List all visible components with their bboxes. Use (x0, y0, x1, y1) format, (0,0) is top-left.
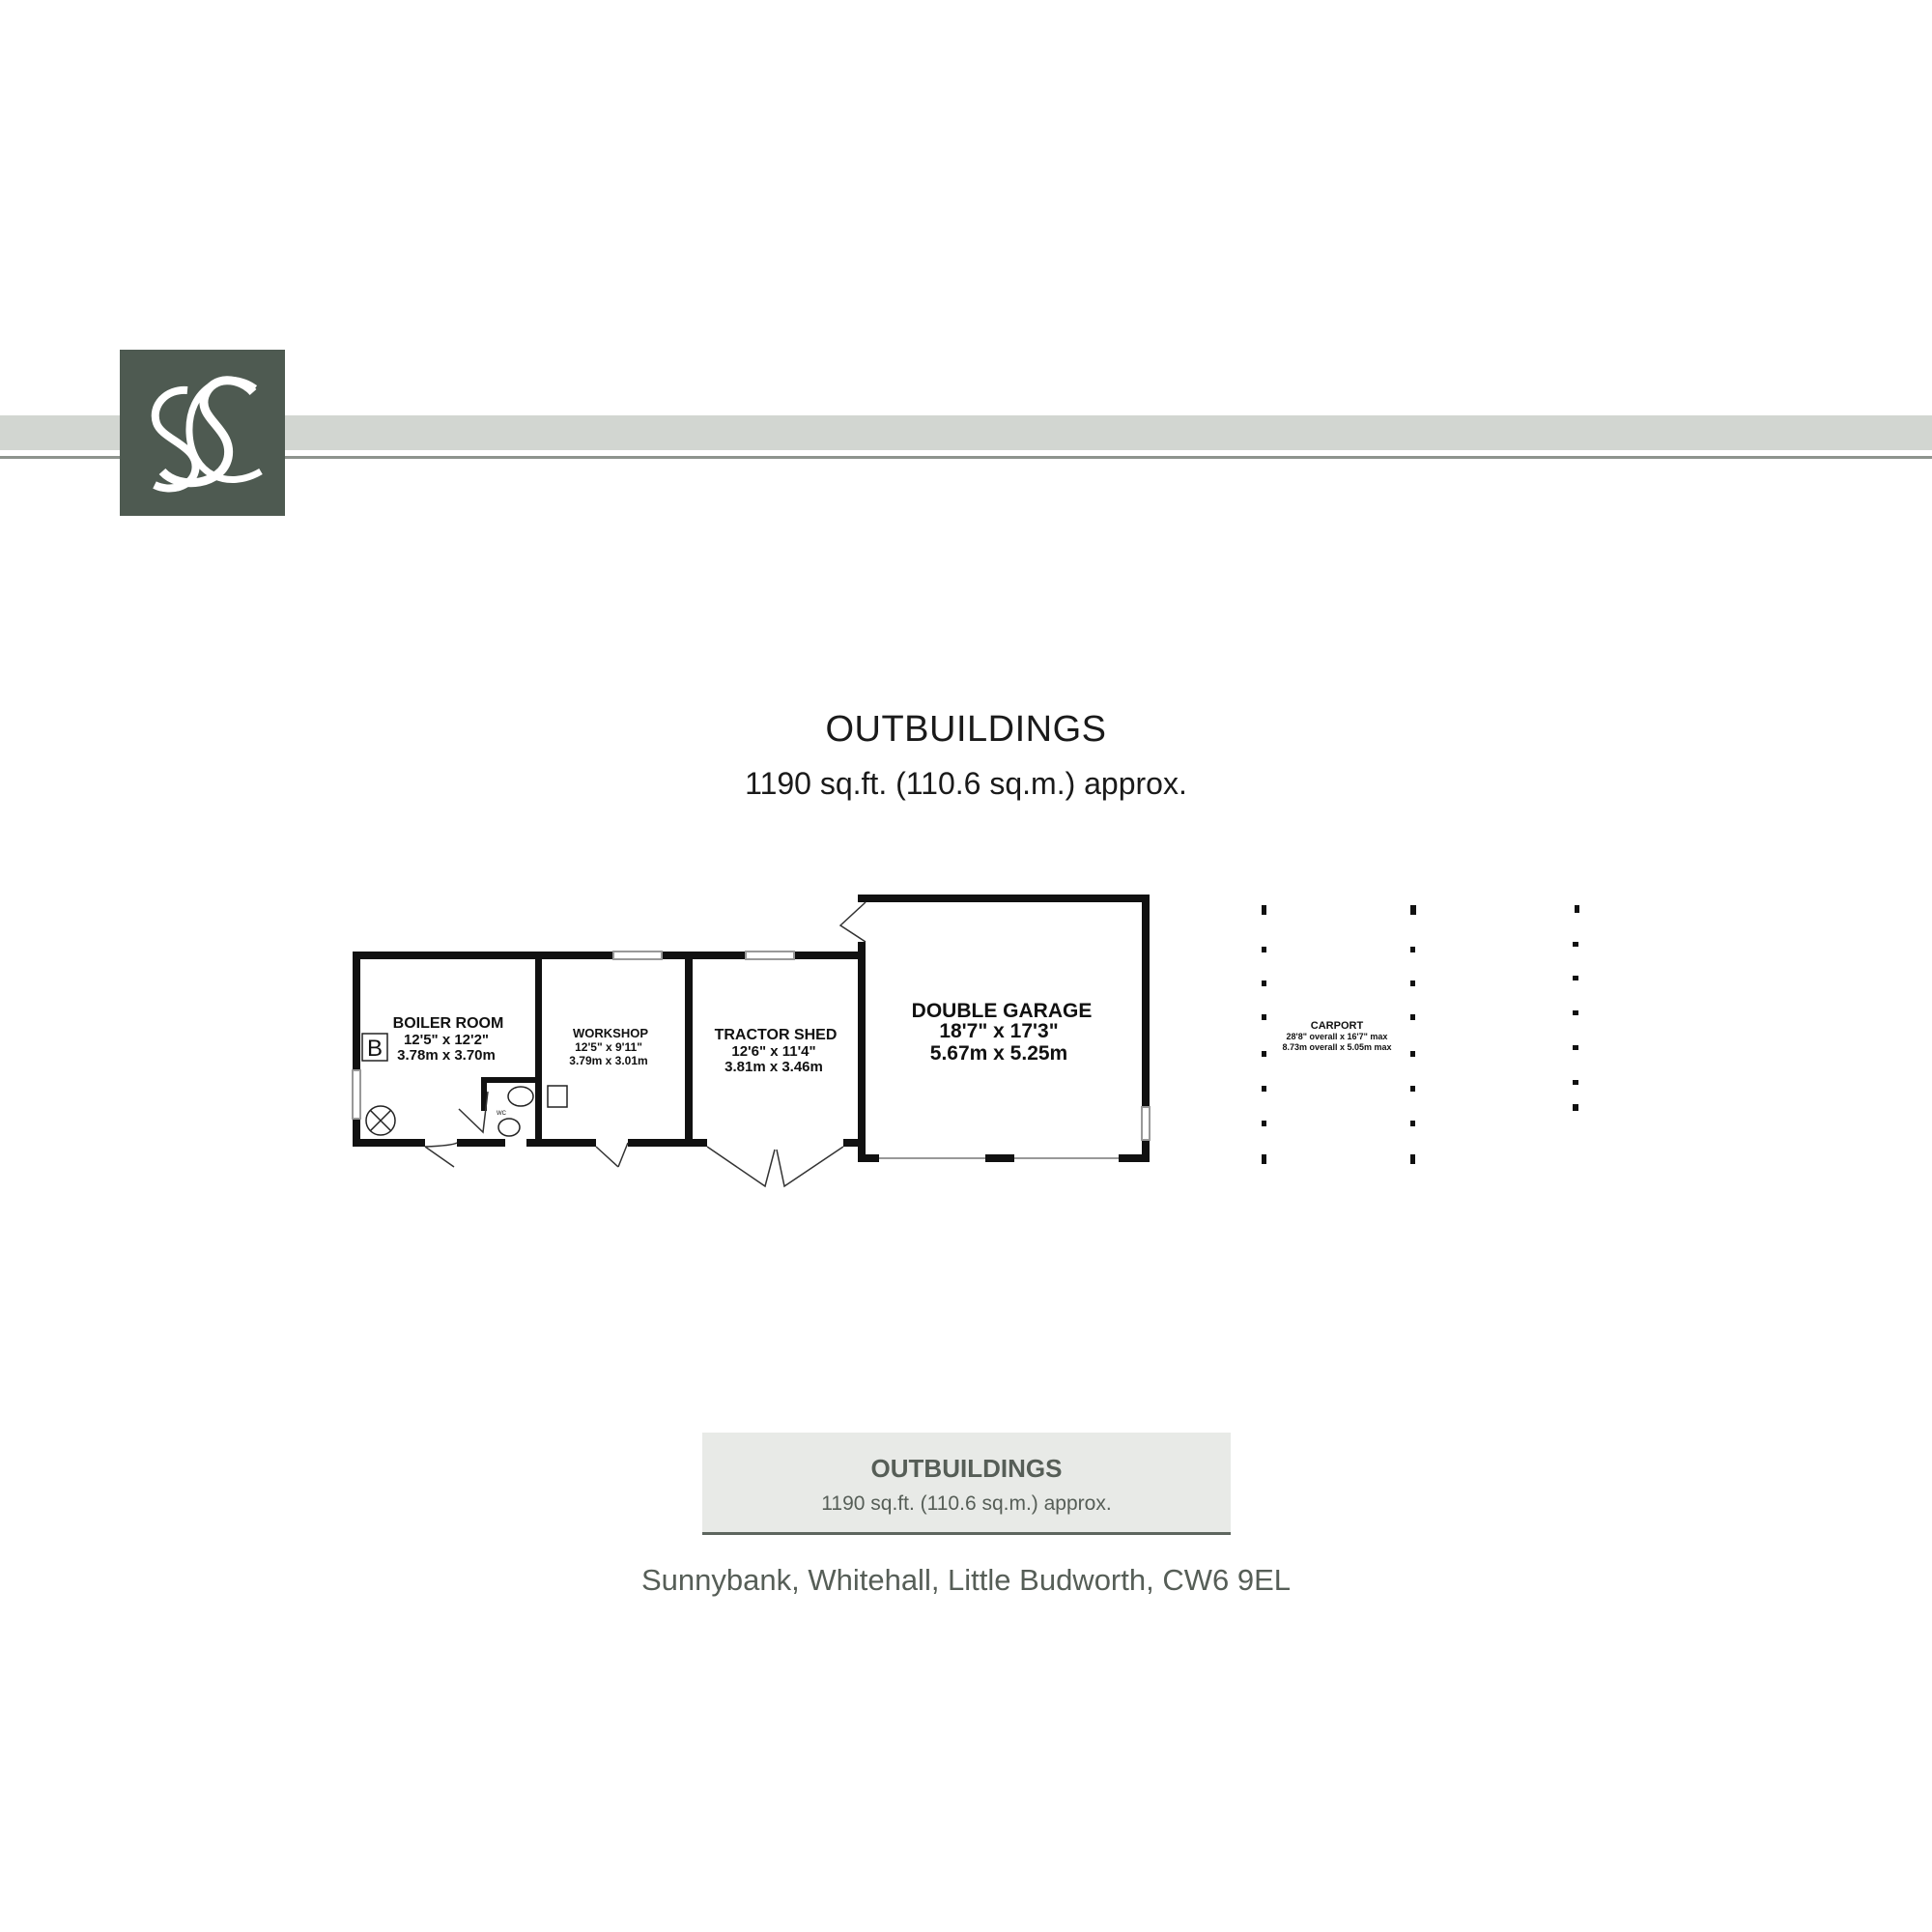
boiler-room-metric: 3.78m x 3.70m (397, 1047, 496, 1064)
garage-wall-top (858, 895, 1149, 902)
garage-wall-right (1142, 895, 1150, 1107)
carport-post (1410, 1014, 1415, 1020)
tractor-shed-name: TRACTOR SHED (714, 1027, 838, 1043)
carport-post (1262, 980, 1266, 986)
carport-post (1410, 1154, 1415, 1164)
carport-post (1262, 905, 1266, 915)
carport-post (1573, 1045, 1578, 1050)
door-workshop (596, 1143, 628, 1167)
partition-1 (535, 952, 542, 1145)
carport-post (1262, 1086, 1266, 1092)
carport-metric: 8.73m overall x 5.05m max (1282, 1042, 1392, 1052)
door-boiler (425, 1143, 457, 1167)
carport-post (1573, 942, 1578, 947)
summary-box (702, 1433, 1231, 1535)
carport-post (1262, 1051, 1266, 1057)
double-garage-name: DOUBLE GARAGE (911, 1000, 1093, 1022)
wall-bottom-4 (628, 1139, 707, 1147)
workshop-metric: 3.79m x 3.01m (569, 1054, 648, 1067)
property-address: Sunnybank, Whitehall, Little Budworth, CW6 9EL (640, 1563, 1291, 1597)
carport-name: CARPORT (1310, 1020, 1364, 1032)
carport-post (1410, 905, 1416, 915)
garage-wall-bottom-3 (1119, 1154, 1150, 1162)
page-subtitle: 1190 sq.ft. (110.6 sq.m.) approx. (745, 766, 1187, 801)
window-garage (1142, 1107, 1150, 1140)
summary-subtitle: 1190 sq.ft. (110.6 sq.m.) approx. (821, 1492, 1112, 1515)
garage-wall-bottom-1 (858, 1154, 879, 1162)
carport-post (1410, 980, 1415, 986)
boiler-symbol: B (366, 1036, 384, 1062)
carport-post (1573, 976, 1578, 980)
workshop-imperial: 12'5" x 9'11" (575, 1040, 642, 1054)
wc-wall-top (481, 1077, 539, 1083)
carport-post (1573, 1104, 1578, 1111)
workshop-name: WORKSHOP (573, 1026, 648, 1040)
wall-bottom-2 (457, 1139, 505, 1147)
tractor-shed-metric: 3.81m x 3.46m (724, 1059, 823, 1075)
garage-wall-bottom-2 (985, 1154, 1014, 1162)
carport-post (1262, 947, 1266, 952)
summary-title: OUTBUILDINGS (870, 1454, 1063, 1483)
double-garage-imperial: 18'7" x 17'3" (939, 1020, 1059, 1042)
garage-wall-left (858, 942, 866, 1162)
boiler-room-name: BOILER ROOM (392, 1015, 504, 1032)
boiler-room-imperial: 12'5" x 12'2" (403, 1032, 490, 1048)
extractor-cross (370, 1110, 391, 1131)
carport-post (1410, 1086, 1415, 1092)
page-title: OUTBUILDINGS (825, 709, 1107, 750)
tractor-shed-imperial: 12'6" x 11'4" (731, 1043, 816, 1060)
carport-post (1573, 1080, 1578, 1085)
basin-icon (498, 1119, 520, 1136)
toilet-icon (508, 1087, 533, 1106)
door-garage-side (840, 902, 866, 942)
wall-bottom-1 (353, 1139, 425, 1147)
carport-post (1262, 1154, 1266, 1164)
carport-imperial: 28'8" overall x 16'7" max (1286, 1032, 1388, 1041)
room-labels (393, 1000, 1392, 1075)
window-workshop (613, 952, 662, 959)
carport-post (1410, 947, 1415, 952)
wc-label: WC (497, 1111, 506, 1117)
window-tractor (746, 952, 794, 959)
partition-2 (685, 952, 693, 1145)
carport-post (1575, 905, 1579, 913)
door-tractor-double (707, 1147, 843, 1186)
window-boiler (353, 1070, 360, 1119)
cistern (548, 1086, 567, 1107)
carport-post (1410, 1051, 1415, 1057)
double-garage-metric: 5.67m x 5.25m (929, 1042, 1068, 1065)
carport-post (1573, 1010, 1578, 1015)
carport-post (1410, 1121, 1415, 1126)
carport-post (1262, 1014, 1266, 1020)
carport-post (1262, 1121, 1266, 1126)
